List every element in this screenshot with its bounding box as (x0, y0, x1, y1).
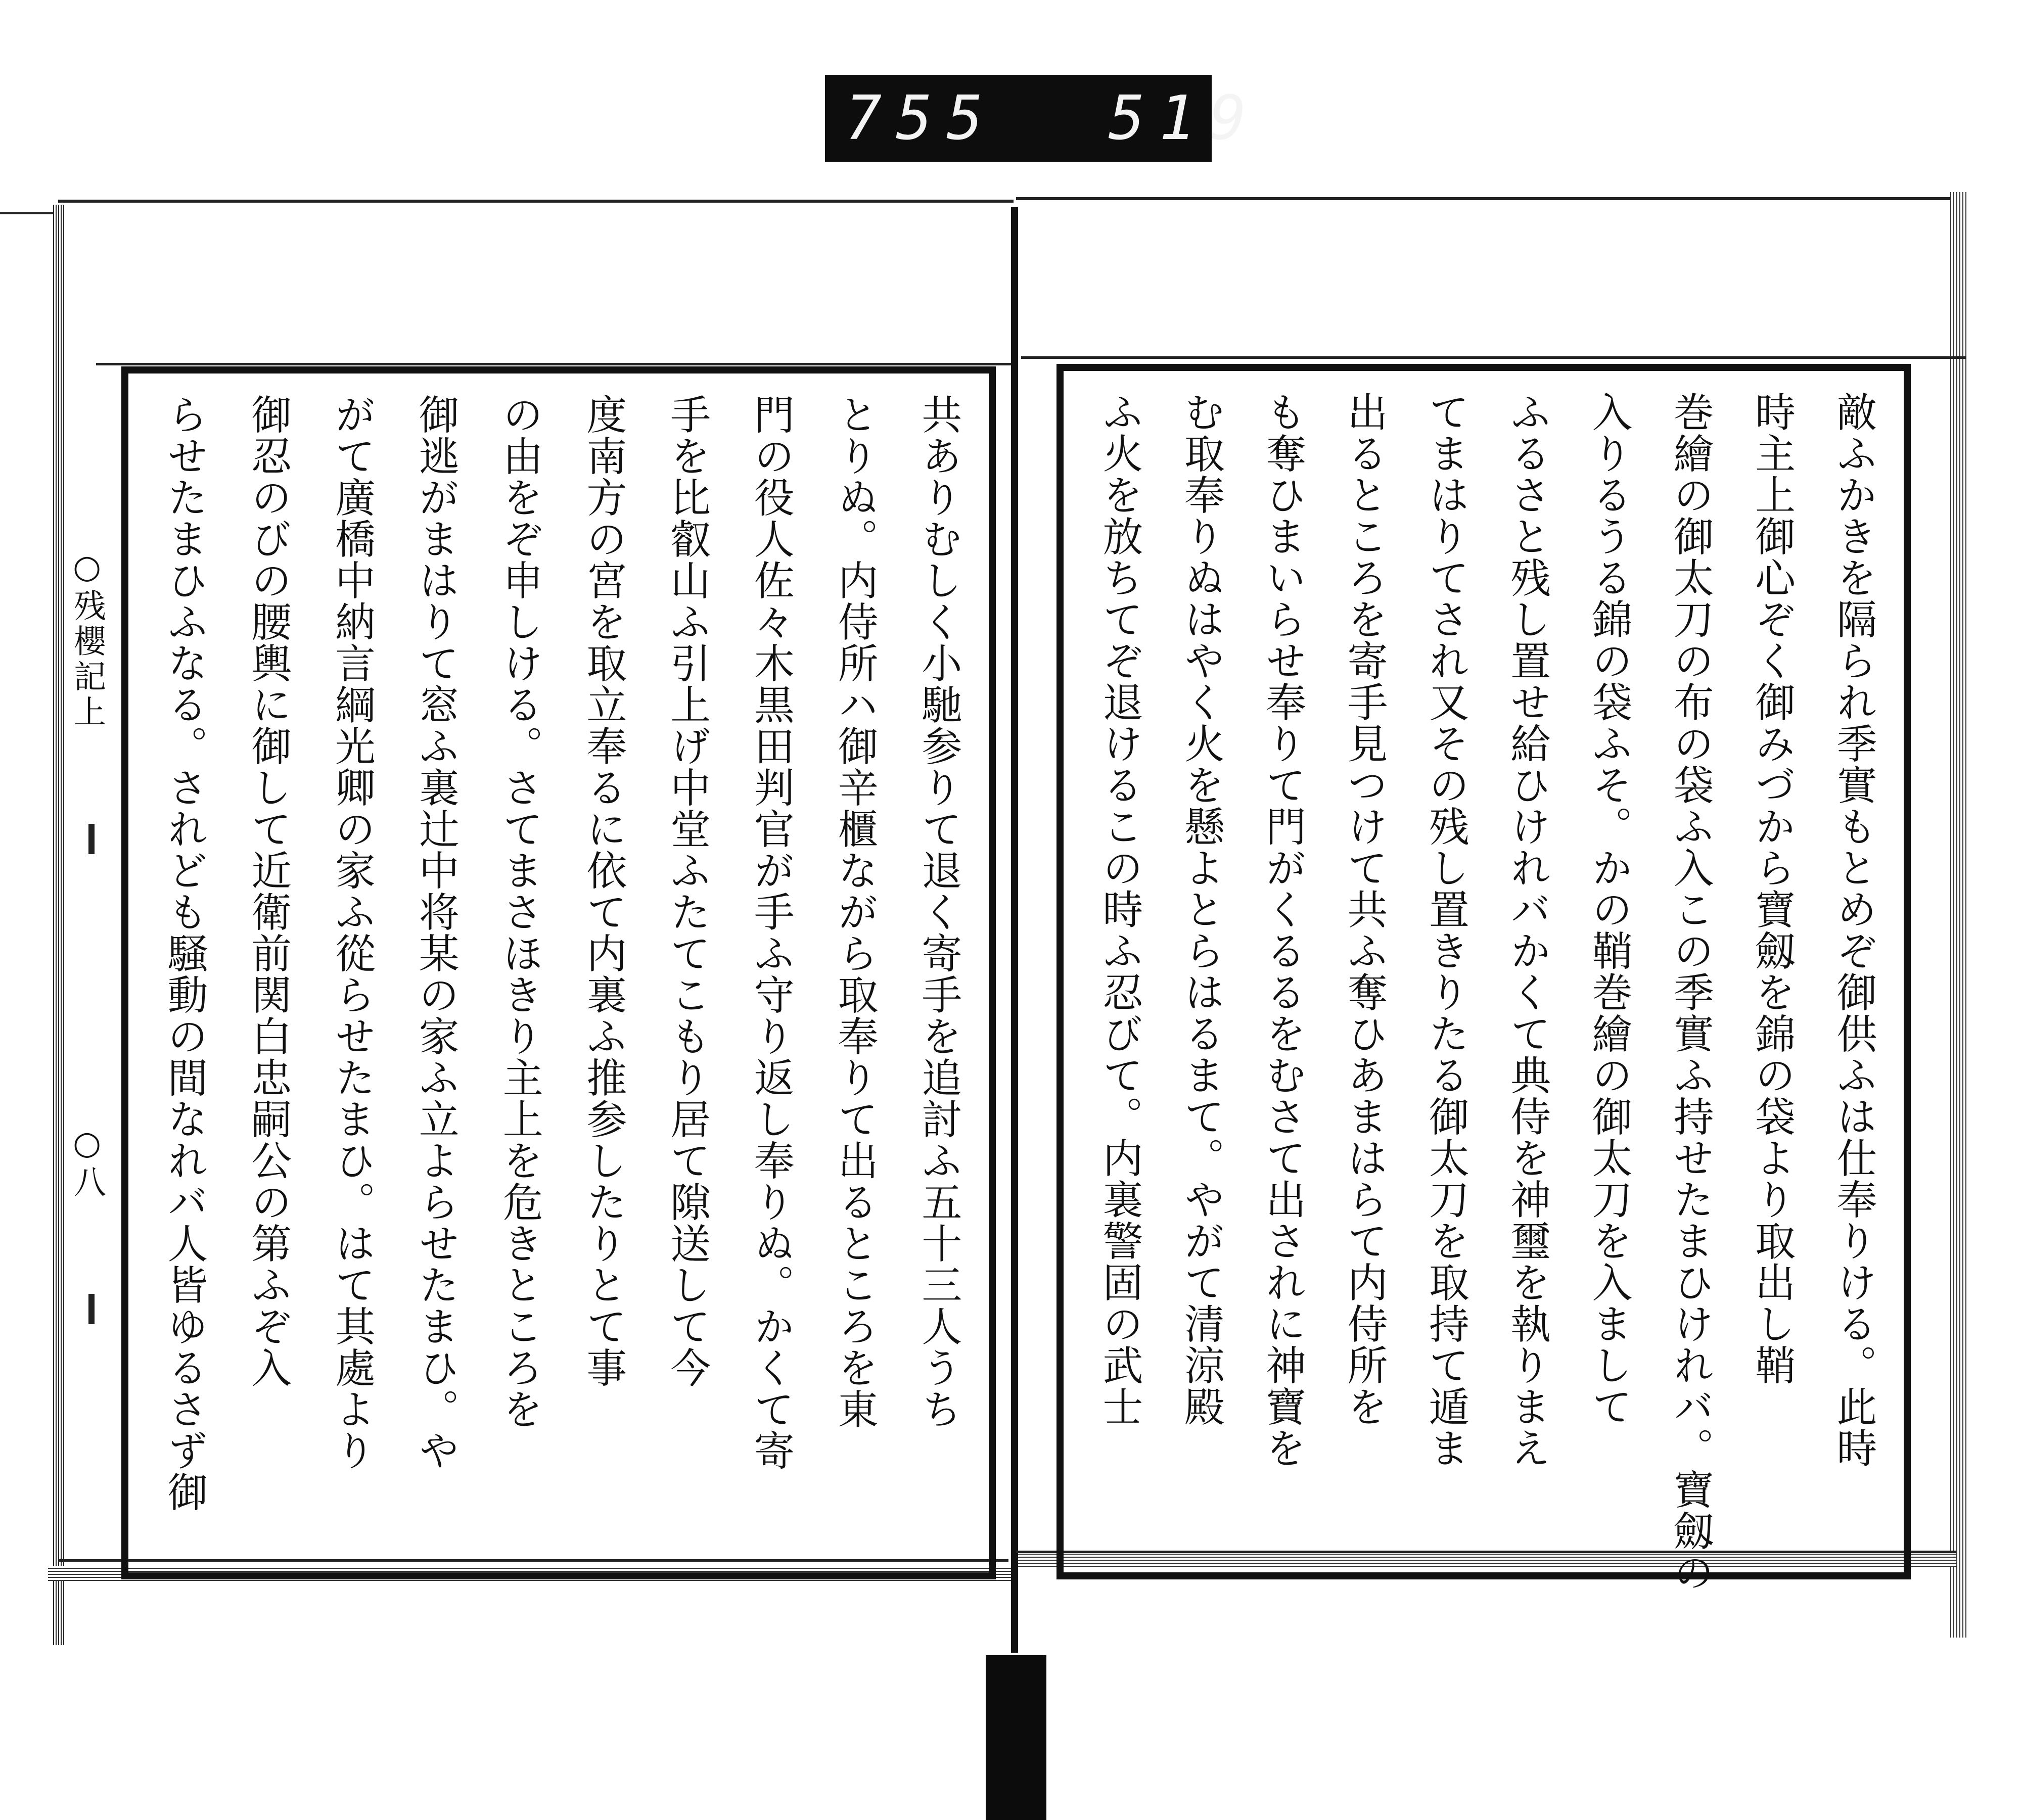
running-title: ○残櫻記上 (68, 548, 106, 730)
text-column: 手を比叡山ふ引上げ中堂ふたてこもり居て隙送して今 (663, 394, 711, 1388)
text-column: ふるさと残し置せ給ひけれバかくて典侍を神璽を執りまえ (1503, 391, 1551, 1469)
left-page-top-edge (58, 200, 1014, 203)
text-column: ふ火を放ちてぞ退けるこの時ふ忍びて。内裏警固の武士 (1096, 391, 1143, 1427)
call-number-label (825, 75, 1261, 162)
scan-edge-line (0, 212, 58, 214)
call-number-part2: 519 (1108, 83, 1261, 154)
text-column: 御逃がまはりて窓ふ裏辻中将某の家ふ立よらせたまひ。や (412, 394, 459, 1471)
text-column: 時主上御心ぞく御みづから寶劔を錦の袋より取出し鞘 (1748, 391, 1796, 1386)
left-page-text-frame (121, 366, 996, 1579)
text-column: 御忍のびの腰輿に御して近衛前関白忠嗣公の第ふぞ入 (244, 394, 292, 1388)
text-column: 巻繪の御太刀の布の袋ふ入この季實ふ持せたまひけれバ。寶劔の (1667, 391, 1714, 1593)
left-page-columns (159, 394, 962, 1552)
margin-tick (88, 824, 95, 854)
left-page-edges (53, 205, 64, 1645)
text-column: 門の役人佐々木黒田判官が手ふ守り返し奉りぬ。かくて寄 (747, 394, 795, 1471)
left-page-head-rule (96, 363, 1011, 365)
text-column: 敵ふかきを隔られ季實もとめぞ御供ふは仕奉りける。此時 (1829, 391, 1877, 1469)
text-column: む取奉りぬはやく火を懸よとらはるまて。やがて清涼殿 (1177, 391, 1225, 1427)
page-folio: ○八 (68, 1125, 106, 1200)
text-column: 出るところを寄手見つけて共ふ奪ひあまはらて内侍所を (1340, 391, 1388, 1427)
text-column: とりぬ。内侍所ハ御辛櫃ながら取奉りて出るところを東 (831, 394, 879, 1430)
call-number-part1: 755 (845, 83, 997, 154)
text-column: 共ありむしく小馳参りて退く寄手を追討ふ五十三人うち (914, 394, 962, 1430)
text-column: 度南方の宮を取立奉るに依て内裏ふ推参したりとて事 (579, 394, 627, 1388)
text-column: てまはりてされ又その残し置きりたる御太刀を取持て遁ま (1422, 391, 1469, 1469)
right-page-text-frame (1056, 364, 1911, 1593)
text-column: がて廣橋中納言綱光卿の家ふ從らせたまひ。はて其處より (328, 394, 376, 1471)
text-column: の由をぞ申しける。さてまさほきり主上を危きところを (496, 394, 543, 1430)
right-page-top-edge (1016, 197, 1956, 200)
right-page-head-rule (1021, 356, 1966, 359)
text-column: 入りるうる錦の袋ふそ。かの鞘巻繪の御太刀を入まして (1585, 391, 1632, 1427)
margin-tick (88, 1294, 95, 1324)
text-column: も奪ひまいらせ奉りて門がくるるをむさて出されに神寶を (1259, 391, 1306, 1469)
text-column: らせたまひふなる。されども騒動の間なれバ人皆ゆるさず御 (161, 394, 208, 1513)
right-page-edges (1950, 192, 1968, 1638)
right-page-columns (1094, 391, 1877, 1593)
book-gutter (1011, 207, 1018, 1653)
gutter-shadow (986, 1655, 1046, 1820)
